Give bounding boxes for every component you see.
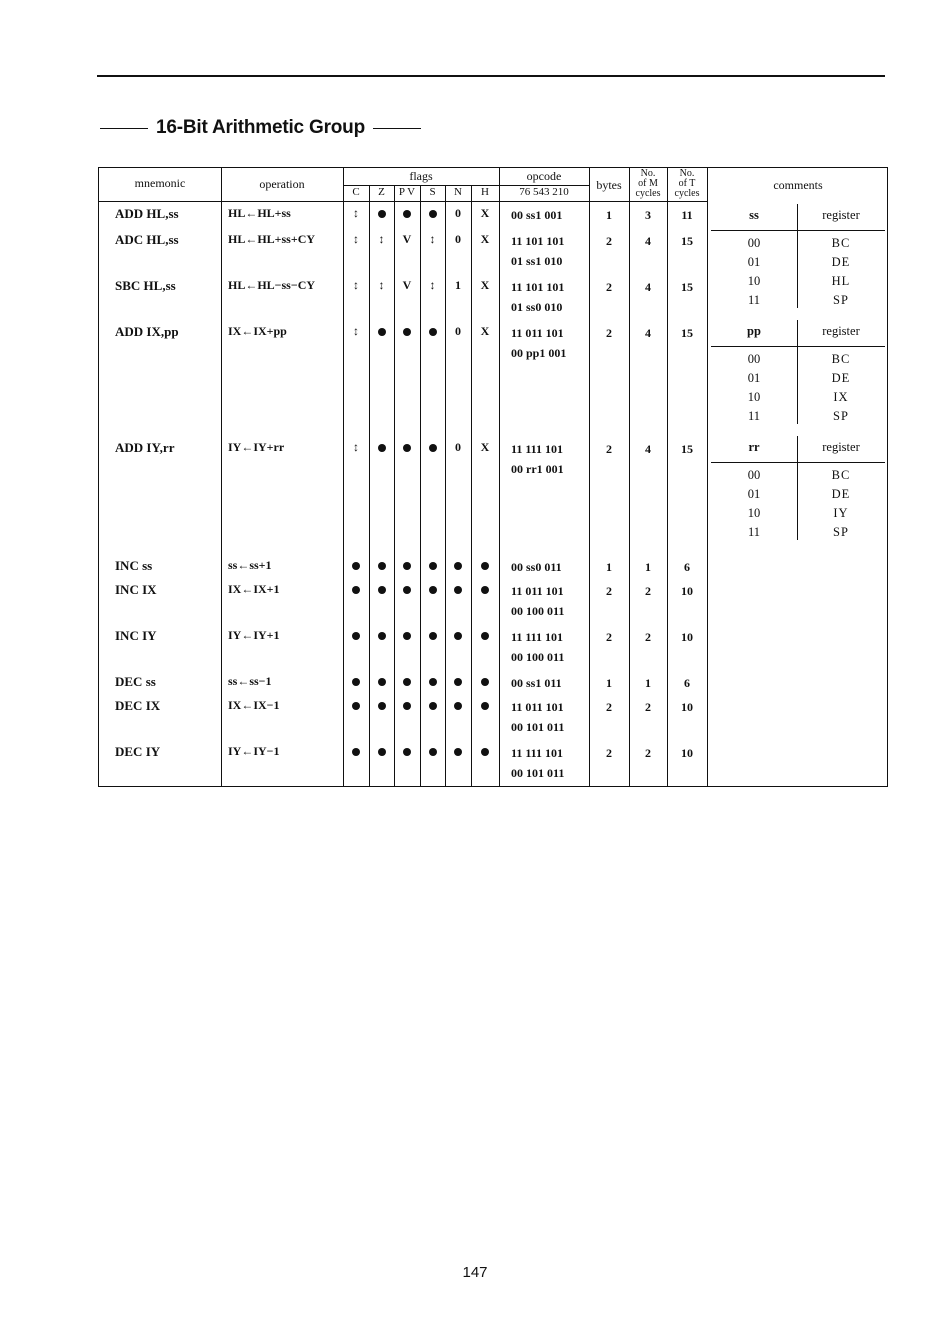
row-mnemonic: ADC HL,ss	[115, 232, 179, 247]
column-rule	[499, 168, 500, 786]
row-operation: IY←IY+rr	[228, 440, 285, 454]
flag-dot-icon	[378, 444, 386, 452]
column-rule	[667, 168, 668, 786]
flag-dot-icon	[454, 748, 462, 756]
flag-dot-icon	[454, 562, 462, 570]
row-flag	[344, 558, 368, 573]
header-flag-4: N	[454, 186, 462, 198]
top-rule	[97, 75, 885, 77]
row-flag	[446, 582, 470, 597]
row-flag: 0	[455, 232, 461, 246]
flag-dot-icon	[454, 586, 462, 594]
flag-dot-icon	[352, 586, 360, 594]
header-mnemonic: mnemonic	[134, 176, 186, 190]
header-rule	[99, 201, 707, 202]
row-opcode: 00 pp1 001	[511, 346, 567, 360]
row-t-cycles: 15	[681, 442, 693, 456]
row-flag	[370, 582, 394, 597]
flag-dot-icon	[378, 678, 386, 686]
row-flag	[395, 206, 419, 221]
column-rule	[589, 168, 590, 786]
comment-register: DE	[831, 255, 851, 269]
row-flag	[446, 558, 470, 573]
column-rule	[629, 168, 630, 786]
row-opcode: 00 rr1 001	[511, 462, 564, 476]
row-bytes: 2	[606, 746, 612, 760]
comment-code: 00	[747, 236, 761, 250]
row-opcode: 11 111 101	[511, 442, 564, 456]
row-bytes: 2	[606, 630, 612, 644]
row-opcode: 11 101 101	[511, 280, 565, 294]
flag-dot-icon	[403, 632, 411, 640]
row-flag	[370, 698, 394, 713]
row-flag	[344, 744, 368, 759]
flag-dot-icon	[481, 586, 489, 594]
comment-register: SP	[833, 293, 849, 307]
flag-dot-icon	[403, 444, 411, 452]
header-m-cycles: cycles	[635, 188, 661, 199]
row-t-cycles: 15	[681, 280, 693, 294]
flag-dot-icon	[403, 562, 411, 570]
comment-code: 00	[747, 468, 761, 482]
row-flag: 0	[455, 324, 461, 338]
column-rule	[221, 168, 222, 786]
row-mnemonic: ADD IX,pp	[115, 324, 179, 339]
header-m-cycles: No.	[640, 168, 656, 179]
flag-dot-icon	[481, 702, 489, 710]
row-mnemonic: ADD HL,ss	[115, 206, 179, 221]
row-flag	[370, 324, 394, 339]
flag-dot-icon	[454, 702, 462, 710]
flag-dot-icon	[403, 210, 411, 218]
header-m-cycles: of M	[638, 178, 658, 189]
row-m-cycles: 4	[645, 326, 651, 340]
row-flag	[344, 628, 368, 643]
page-number: 147	[462, 1264, 488, 1281]
row-flag	[395, 744, 419, 759]
row-operation: IY←IY−1	[228, 744, 280, 758]
row-flag	[473, 558, 497, 573]
row-flag	[421, 440, 445, 455]
comment-code: 01	[747, 371, 761, 385]
row-flag: X	[480, 440, 490, 454]
heading-right-dash	[373, 128, 421, 129]
row-flag	[473, 744, 497, 759]
flag-dot-icon	[429, 210, 437, 218]
row-flag	[370, 674, 394, 689]
row-opcode: 11 011 101	[511, 700, 564, 714]
row-flag	[395, 698, 419, 713]
row-flag	[446, 744, 470, 759]
row-flag: 0	[455, 206, 461, 220]
row-mnemonic: INC ss	[115, 558, 153, 573]
flag-dot-icon	[352, 702, 360, 710]
flag-dot-icon	[403, 678, 411, 686]
row-operation: ss←ss−1	[228, 674, 272, 688]
header-opcode: opcode	[526, 169, 562, 183]
row-opcode: 01 ss1 010	[511, 254, 563, 268]
row-m-cycles: 4	[645, 280, 651, 294]
comment-register: IX	[833, 390, 849, 404]
row-flag	[344, 698, 368, 713]
row-opcode: 11 111 101	[511, 630, 564, 644]
row-mnemonic: DEC IX	[115, 698, 161, 713]
flag-dot-icon	[403, 328, 411, 336]
flag-dot-icon	[378, 586, 386, 594]
comment-divider	[797, 436, 798, 540]
column-rule	[707, 168, 708, 786]
row-opcode: 11 011 101	[511, 326, 564, 340]
row-t-cycles: 10	[681, 630, 693, 644]
row-opcode: 00 100 011	[511, 604, 565, 618]
row-flag: ↕	[378, 232, 385, 246]
row-flag	[395, 558, 419, 573]
row-operation: HL←HL+ss	[228, 206, 291, 220]
row-mnemonic: INC IX	[115, 582, 157, 597]
row-flag: X	[480, 206, 490, 220]
row-t-cycles: 10	[681, 700, 693, 714]
row-t-cycles: 11	[681, 208, 693, 222]
header-t-cycles: of T	[678, 178, 696, 189]
comment-code: 11	[747, 293, 761, 307]
flag-dot-icon	[481, 562, 489, 570]
comment-code: 01	[747, 255, 761, 269]
flag-dot-icon	[454, 632, 462, 640]
row-t-cycles: 15	[681, 326, 693, 340]
row-flag	[473, 582, 497, 597]
row-flag	[446, 698, 470, 713]
flag-column-rule	[394, 185, 395, 786]
flag-dot-icon	[378, 702, 386, 710]
row-m-cycles: 3	[645, 208, 651, 222]
comment-register: HL	[831, 274, 851, 288]
flag-dot-icon	[429, 586, 437, 594]
flag-dot-icon	[352, 632, 360, 640]
header-comments: comments	[773, 178, 823, 192]
comment-register: BC	[831, 468, 851, 482]
row-flag	[421, 674, 445, 689]
comment-register: BC	[831, 352, 851, 366]
row-operation: IX←IX−1	[228, 698, 280, 712]
header-bytes: bytes	[596, 178, 622, 192]
row-flag: X	[480, 324, 490, 338]
instruction-table	[98, 167, 888, 787]
flag-dot-icon	[378, 562, 386, 570]
row-mnemonic: INC IY	[115, 628, 157, 643]
row-flag	[421, 206, 445, 221]
row-flag: ↕	[353, 324, 359, 338]
row-flag: ↕	[378, 278, 385, 292]
row-flag	[473, 698, 497, 713]
flag-dot-icon	[429, 328, 437, 336]
comment-rule	[711, 462, 885, 463]
flag-dot-icon	[403, 702, 411, 710]
row-bytes: 2	[606, 700, 612, 714]
row-flag	[446, 628, 470, 643]
row-opcode: 11 101 101	[511, 234, 565, 248]
row-flag: X	[480, 278, 490, 292]
row-opcode: 00 100 011	[511, 650, 565, 664]
row-flag: ↕	[353, 232, 359, 246]
row-flag	[370, 628, 394, 643]
row-bytes: 2	[606, 442, 612, 456]
flag-column-rule	[369, 185, 370, 786]
row-m-cycles: 2	[645, 630, 651, 644]
row-flag: ↕	[353, 206, 359, 220]
row-m-cycles: 2	[645, 746, 651, 760]
row-flag	[395, 582, 419, 597]
flag-dot-icon	[429, 562, 437, 570]
row-m-cycles: 4	[645, 442, 651, 456]
comment-code: 01	[747, 487, 761, 501]
row-flag	[370, 558, 394, 573]
row-flag: V	[402, 232, 412, 246]
row-mnemonic: DEC ss	[115, 674, 156, 689]
flag-dot-icon	[429, 748, 437, 756]
row-opcode: 00 ss1 001	[511, 208, 563, 222]
row-flag	[344, 582, 368, 597]
comment-register: DE	[831, 487, 851, 501]
comment-code: 00	[747, 352, 761, 366]
comment-code: 10	[747, 390, 761, 404]
row-mnemonic: SBC HL,ss	[115, 278, 176, 293]
comment-head-register: register	[822, 440, 860, 454]
row-m-cycles: 2	[645, 700, 651, 714]
row-operation: IX←IX+1	[228, 582, 280, 596]
row-t-cycles: 10	[681, 584, 693, 598]
row-flag: ↕	[429, 278, 436, 292]
row-operation: ss←ss+1	[228, 558, 272, 572]
flag-dot-icon	[403, 586, 411, 594]
flag-column-rule	[445, 185, 446, 786]
row-opcode: 00 ss0 011	[511, 560, 562, 574]
flag-dot-icon	[481, 678, 489, 686]
row-flag: V	[402, 278, 412, 292]
flag-dot-icon	[429, 632, 437, 640]
row-opcode: 11 011 101	[511, 584, 564, 598]
header-t-cycles: No.	[679, 168, 695, 179]
header-flag-2: P V	[398, 186, 416, 198]
heading-title: 16-Bit Arithmetic Group	[156, 117, 365, 138]
header-flags: flags	[409, 169, 433, 183]
row-flag	[421, 628, 445, 643]
comment-head-register: register	[822, 324, 860, 338]
row-bytes: 1	[606, 208, 612, 222]
row-flag	[421, 698, 445, 713]
row-flag	[473, 674, 497, 689]
comment-rule	[711, 346, 885, 347]
column-rule	[343, 168, 344, 786]
comment-head-code: pp	[747, 324, 761, 338]
flag-dot-icon	[481, 632, 489, 640]
row-opcode: 00 ss1 011	[511, 676, 562, 690]
row-flag	[421, 582, 445, 597]
flag-dot-icon	[352, 562, 360, 570]
section-heading	[100, 117, 421, 139]
comment-register: SP	[833, 525, 849, 539]
flag-dot-icon	[378, 632, 386, 640]
comment-code: 11	[747, 525, 761, 539]
row-flag	[395, 440, 419, 455]
row-flag	[421, 324, 445, 339]
flag-dot-icon	[378, 328, 386, 336]
header-flag-3: S	[429, 186, 436, 198]
row-flag	[446, 674, 470, 689]
row-m-cycles: 1	[645, 676, 651, 690]
row-mnemonic: ADD IY,rr	[115, 440, 175, 455]
comment-head-register: register	[822, 208, 860, 222]
comment-register: BC	[831, 236, 851, 250]
flag-column-rule	[471, 185, 472, 786]
flag-dot-icon	[429, 678, 437, 686]
header-flag-0: C	[352, 186, 360, 198]
row-flag	[421, 558, 445, 573]
row-operation: HL←HL+ss+CY	[228, 232, 316, 246]
flag-dot-icon	[378, 210, 386, 218]
comment-register: SP	[833, 409, 849, 423]
header-opcode-bits: 76 543 210	[519, 186, 569, 198]
flag-dot-icon	[429, 444, 437, 452]
flag-dot-icon	[352, 678, 360, 686]
flag-dot-icon	[481, 748, 489, 756]
comment-code: 11	[747, 409, 761, 423]
row-m-cycles: 4	[645, 234, 651, 248]
row-opcode: 00 101 011	[511, 766, 565, 780]
flag-dot-icon	[352, 748, 360, 756]
row-t-cycles: 6	[684, 676, 690, 690]
row-flag: 0	[455, 440, 461, 454]
row-operation: HL←HL−ss−CY	[228, 278, 316, 292]
flag-dot-icon	[454, 678, 462, 686]
row-operation: IY←IY+1	[228, 628, 280, 642]
comment-code: 10	[747, 506, 761, 520]
row-flag	[395, 324, 419, 339]
row-flag	[421, 744, 445, 759]
header-flag-5: H	[481, 186, 489, 198]
row-flag: ↕	[353, 278, 359, 292]
header-operation: operation	[259, 177, 305, 191]
row-flag	[473, 628, 497, 643]
comment-head-code: ss	[749, 208, 759, 222]
heading-left-dash	[100, 128, 148, 129]
comment-divider	[797, 320, 798, 424]
row-flag	[395, 628, 419, 643]
row-flag	[370, 206, 394, 221]
row-flag	[395, 674, 419, 689]
row-bytes: 1	[606, 676, 612, 690]
flag-dot-icon	[429, 702, 437, 710]
row-bytes: 2	[606, 280, 612, 294]
row-opcode: 00 101 011	[511, 720, 565, 734]
row-flag	[370, 744, 394, 759]
row-flag	[370, 440, 394, 455]
row-opcode: 11 111 101	[511, 746, 564, 760]
header-flag-1: Z	[378, 186, 385, 198]
flag-dot-icon	[378, 748, 386, 756]
row-t-cycles: 15	[681, 234, 693, 248]
row-flag: ↕	[353, 440, 359, 454]
row-m-cycles: 2	[645, 584, 651, 598]
comment-head-code: rr	[748, 440, 760, 454]
row-flag: 1	[455, 278, 461, 292]
flag-dot-icon	[403, 748, 411, 756]
row-flag	[344, 674, 368, 689]
comment-register: IY	[833, 506, 849, 520]
row-bytes: 2	[606, 326, 612, 340]
row-t-cycles: 10	[681, 746, 693, 760]
row-m-cycles: 1	[645, 560, 651, 574]
row-operation: IX←IX+pp	[228, 324, 287, 338]
comment-divider	[797, 204, 798, 308]
comment-rule	[711, 230, 885, 231]
row-flag: ↕	[429, 232, 436, 246]
row-t-cycles: 6	[684, 560, 690, 574]
header-t-cycles: cycles	[674, 188, 700, 199]
row-flag: X	[480, 232, 490, 246]
row-mnemonic: DEC IY	[115, 744, 161, 759]
comment-register: DE	[831, 371, 851, 385]
flag-column-rule	[420, 185, 421, 786]
row-bytes: 2	[606, 584, 612, 598]
row-bytes: 2	[606, 234, 612, 248]
row-opcode: 01 ss0 010	[511, 300, 563, 314]
comment-code: 10	[747, 274, 761, 288]
row-bytes: 1	[606, 560, 612, 574]
